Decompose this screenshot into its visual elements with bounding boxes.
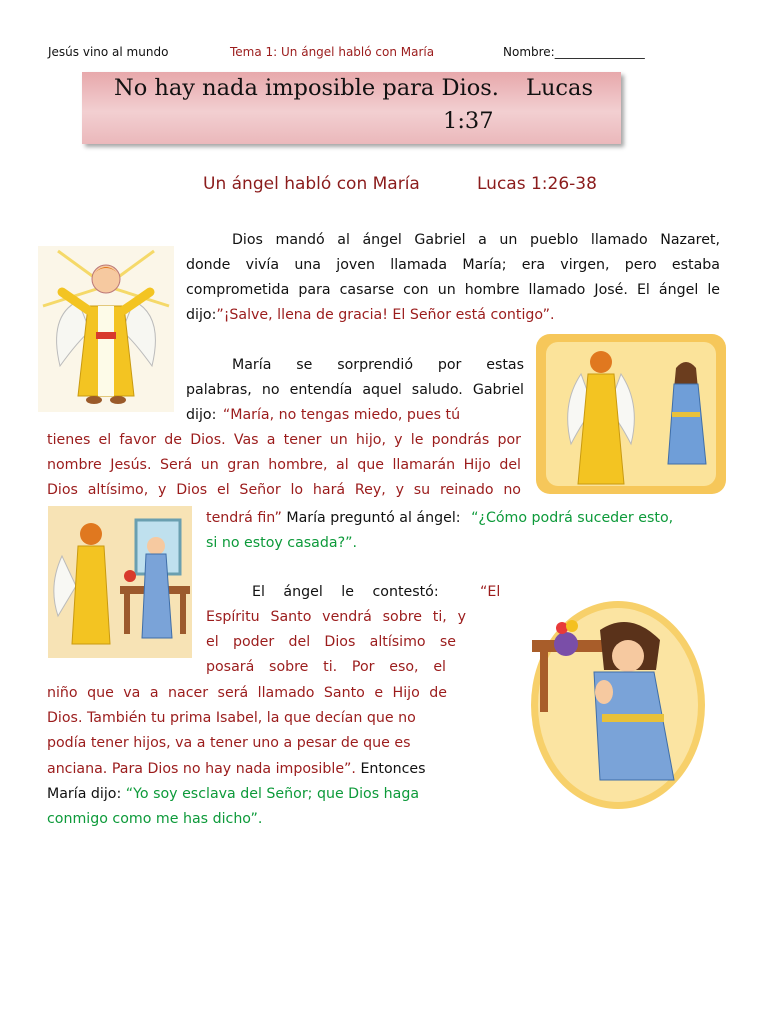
story-line (47, 757, 426, 782)
story-text: María dijo: (47, 786, 122, 802)
angel-quote-line: podía tener hijos, va a tener uno a pesar de que es (47, 735, 411, 751)
maria-quote: “¿Cómo podrá suceder esto, (471, 510, 674, 526)
memory-verse-banner (82, 72, 621, 144)
angel-quote-line: el poder del Dios altísimo se (206, 634, 456, 650)
angel-quote: “María, no tengas miedo, pues tú (222, 407, 461, 423)
header-name-field: Nombre:_______________ (503, 45, 645, 59)
angel-quote-line: Dios. También tu prima Isabel, la que decían que no (47, 710, 416, 726)
story-line (47, 782, 419, 807)
story-line: palabras, no entendía aquel saludo. Gabriel (186, 382, 524, 398)
story-text: dijo: (186, 407, 217, 423)
angel-quote-line: nombre Jesús. Será un gran hombre, al que llamarán Hijo del (47, 457, 521, 473)
maria-quote-line: conmigo como me has dicho”. (47, 811, 263, 827)
angel-appears-to-maria-illustration (536, 334, 726, 494)
story-text: dijo: (186, 307, 217, 323)
story-text: María preguntó al ángel: (286, 510, 461, 526)
story-text: Entonces (360, 761, 426, 777)
memory-verse-text: No hay nada imposible para Dios. (114, 75, 499, 101)
angel-greeting-quote: ”¡Salve, llena de gracia! El Señor está contigo”. (216, 307, 555, 323)
story-line (206, 506, 673, 531)
header-series: Jesús vino al mundo (48, 45, 169, 59)
memory-verse-book: Lucas (526, 75, 593, 101)
angel-quote-line: Dios altísimo, y Dios el Señor lo hará Rey, y su reinado no (47, 482, 521, 498)
maria-quote-line: si no estoy casada?”. (206, 535, 357, 551)
angel-and-maria-at-home-illustration (48, 506, 192, 658)
angel-gabriel-illustration (38, 246, 174, 412)
story-line (252, 580, 439, 605)
header-topic: Tema 1: Un ángel habló con María (230, 45, 435, 59)
angel-quote: tendrá fin” (206, 510, 282, 526)
story-line: donde vivía una joven llamada María; era virgen, pero estaba (186, 257, 720, 273)
angel-quote: anciana. Para Dios no hay nada imposible”. (47, 761, 356, 777)
angel-quote: “El (480, 584, 501, 600)
angel-quote-line: tienes el favor de Dios. Vas a tener un hijo, y le pondrás por (47, 432, 521, 448)
story-line: comprometida para casarse con un hombre llamado José. El ángel le (186, 282, 720, 298)
story-line (186, 403, 460, 428)
story-line (186, 303, 554, 328)
lesson-title: Un ángel habló con María (203, 174, 420, 194)
story-text: El ángel le contestó: (252, 584, 439, 600)
story-line: María se sorprendió por estas (232, 357, 524, 373)
maria-quote: “Yo soy esclava del Señor; que Dios haga (125, 786, 420, 802)
memory-verse-chapter: 1:37 (443, 108, 494, 134)
story-line: Dios mandó al ángel Gabriel a un pueblo llamado Nazaret, (232, 232, 720, 248)
angel-quote-line: niño que va a nacer será llamado Santo e Hijo de (47, 685, 447, 701)
maria-praying-illustration (530, 600, 706, 810)
angel-quote-line: posará sobre ti. Por eso, el (206, 659, 446, 675)
lesson-reference: Lucas 1:26-38 (477, 174, 597, 194)
angel-quote-line: Espíritu Santo vendrá sobre ti, y (206, 609, 466, 625)
